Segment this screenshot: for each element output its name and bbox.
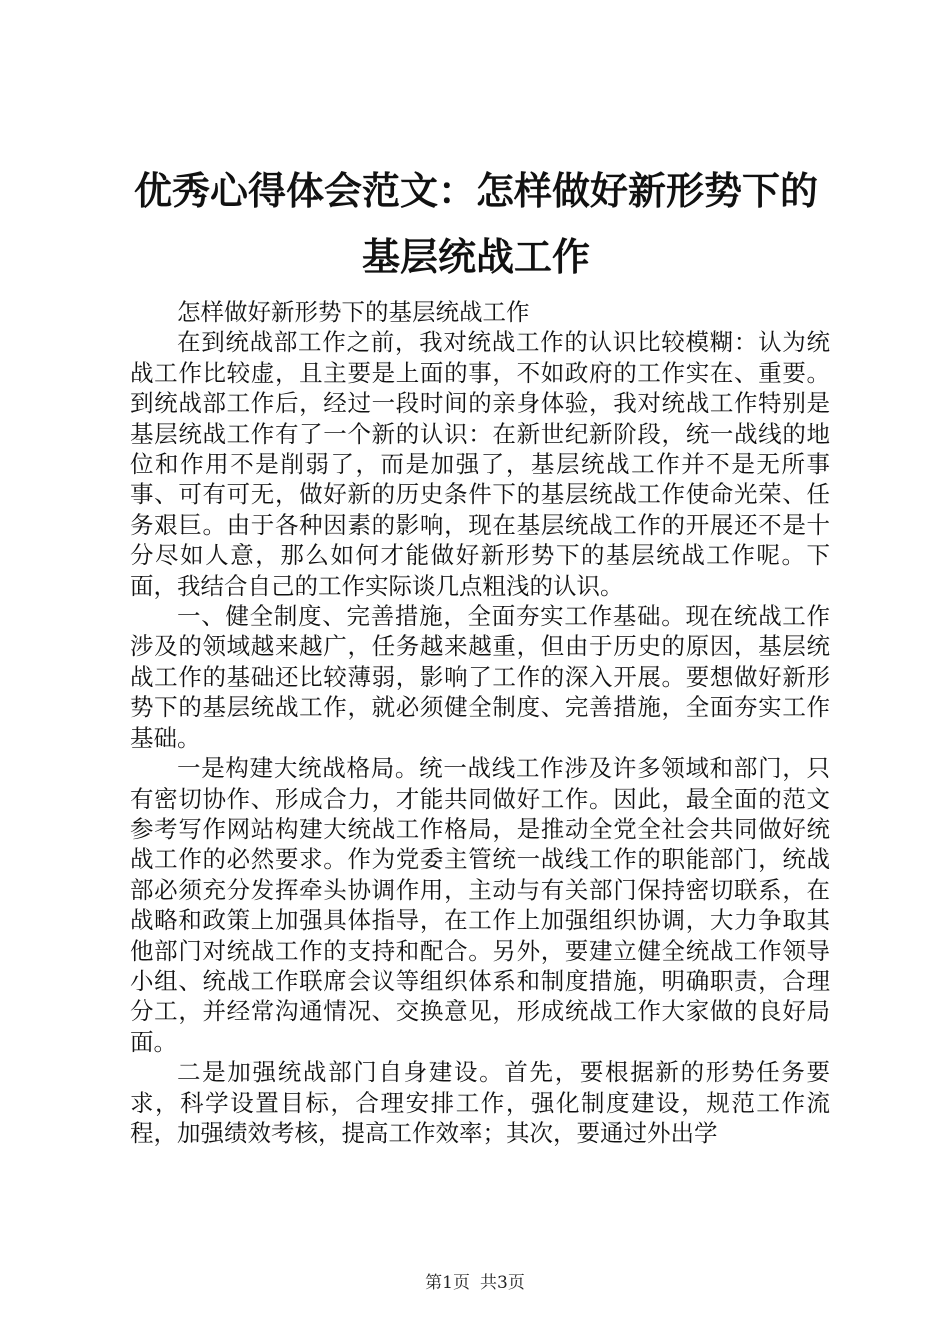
paragraph-point-one: 一是构建大统战格局。统一战线工作涉及许多领域和部门，只有密切协作、形成合力，才能共同做好工作。因此，最全面的范文参考写作网站构建大统战工作格局，是推动全党全社会共同做好统战工作的必然要求。作为党委主管统一战线工作的职能部门，统战部必须充分发挥牵头协调作用，主动与有关部门保持密切联系，在战略和政策上加强具体指导，在工作上加强组织协调，大力争取其他部门对统战工作的支持和配合。另外，要建立健全统战工作领导小组、统战工作联席会议等组织体系和制度措施，明确职责，合理分工，并经常沟通情况、交换意见，形成统战工作大家做的良好局面。	[130, 754, 830, 1056]
document-title: 优秀心得体会范文：怎样做好新形势下的基层统战工作	[133, 169, 818, 279]
page-footer	[0, 1272, 950, 1294]
paragraph-subtitle: 怎样做好新形势下的基层统战工作	[177, 298, 530, 326]
page-number: 第1页	[425, 1273, 470, 1293]
page-total: 共3页	[480, 1273, 525, 1293]
document-body	[130, 297, 830, 1148]
paragraph-section-one: 一、健全制度、完善措施，全面夯实工作基础。现在统战工作涉及的领域越来越广，任务越来越重，但由于历史的原因，基层统战工作的基础还比较薄弱，影响了工作的深入开展。要想做好新形势下的基层统战工作，就必须健全制度、完善措施，全面夯实工作基础。	[130, 602, 830, 752]
paragraph-intro: 在到统战部工作之前，我对统战工作的认识比较模糊：认为统战工作比较虚，且主要是上面的事，不如政府的工作实在、重要。到统战部工作后，经过一段时间的亲身体验，我对统战工作特别是基层统战工作有了一个新的认识：在新世纪新阶段，统一战线的地位和作用不是削弱了，而是加强了，基层统战工作并不是无所事事、可有可无，做好新的历史条件下的基层统战工作使命光荣、任务艰巨。由于各种因素的影响，现在基层统战工作的开展还不是十分尽如人意，那么如何才能做好新形势下的基层统战工作呢。下面，我结合自己的工作实际谈几点粗浅的认识。	[130, 328, 830, 600]
paragraph-point-two: 二是加强统战部门自身建设。首先，要根据新的形势任务要求，科学设置目标，合理安排工作，强化制度建设，规范工作流程，加强绩效考核，提高工作效率；其次，要通过外出学	[130, 1058, 830, 1147]
